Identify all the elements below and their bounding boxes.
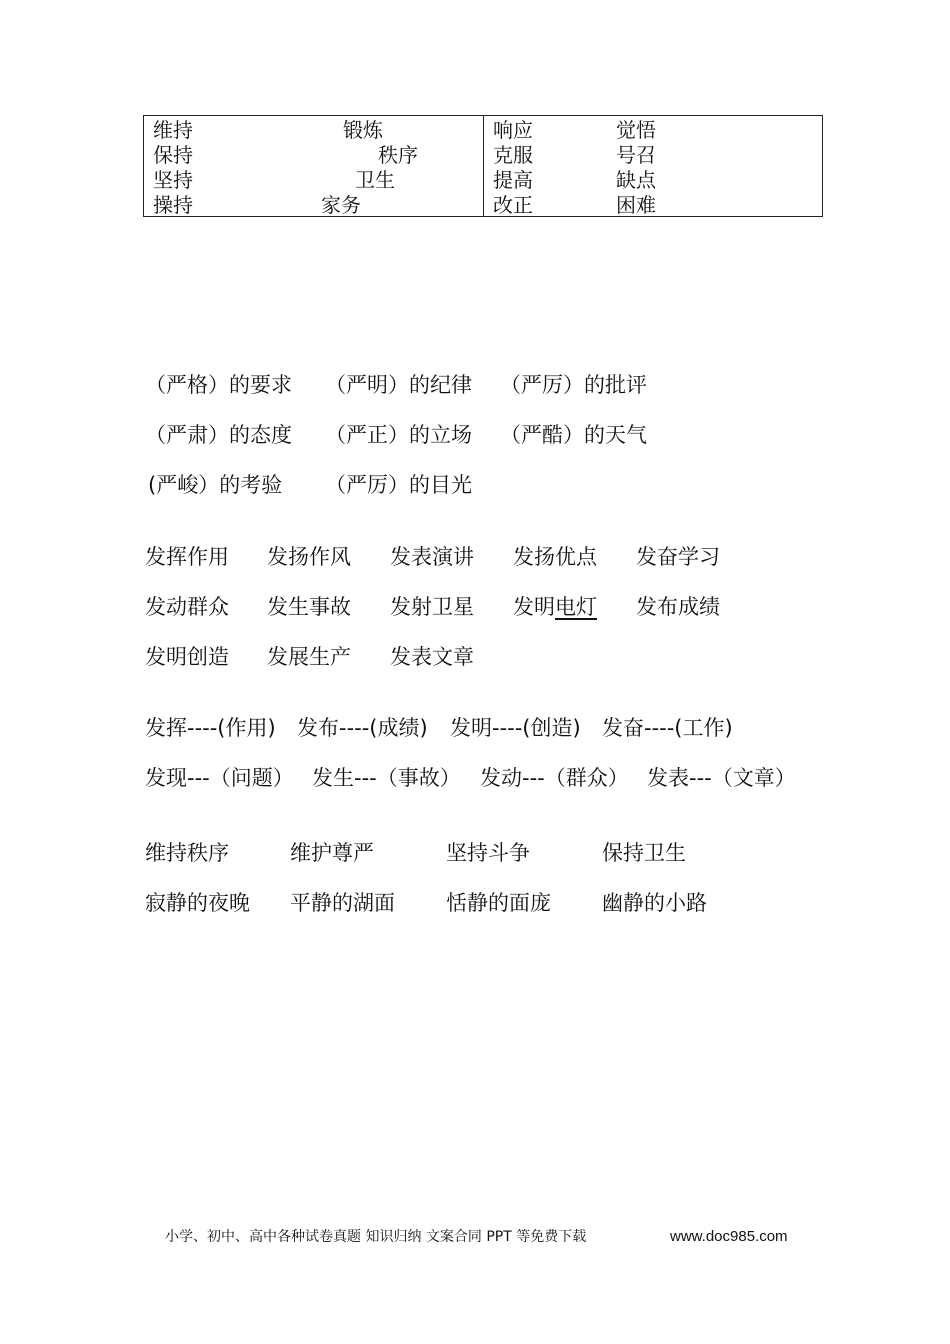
jing-phrase: 坚持斗争	[446, 841, 530, 865]
yan-phrase: （严厉）的目光	[325, 473, 472, 497]
fa-phrase: 发展生产	[267, 645, 351, 669]
yan-phrase: （严正）的立场	[325, 423, 472, 447]
fa-phrase: 发奋学习	[636, 545, 720, 569]
fa-phrase: 发射卫星	[390, 595, 474, 619]
table-left-match: 家务	[321, 193, 361, 217]
jing-phrase: 维持秩序	[145, 841, 229, 865]
yan-phrase: (严峻）的考验	[148, 473, 283, 497]
table-right-match: 号召	[616, 143, 656, 167]
table-left-word: 保持	[153, 143, 193, 167]
table-right-word: 提高	[493, 168, 533, 192]
yan-phrase: （严肃）的态度	[145, 423, 292, 447]
fa-phrase: 发表文章	[390, 645, 474, 669]
yan-phrase: （严格）的要求	[145, 373, 292, 397]
fa-match: 发现---（问题）	[145, 766, 294, 790]
table-right-match: 觉悟	[616, 118, 656, 142]
fa-phrase: 发生事故	[267, 595, 351, 619]
table-divider	[483, 116, 484, 216]
fa-match: 发奋----(工作)	[602, 716, 733, 740]
table-left-match: 卫生	[355, 168, 395, 192]
yan-phrase: （严明）的纪律	[325, 373, 472, 397]
fa-phrase: 发动群众	[145, 595, 229, 619]
fa-phrase: 发布成绩	[636, 595, 720, 619]
underlined-word: 电灯	[555, 595, 597, 619]
fa-match: 发动---（群众）	[480, 766, 629, 790]
table-right-word: 克服	[493, 143, 533, 167]
fa-phrase: 发挥作用	[145, 545, 229, 569]
fa-match: 发表---（文章）	[647, 766, 796, 790]
fa-phrase-with-underline	[513, 592, 597, 622]
jing-phrase: 幽静的小路	[602, 891, 707, 915]
fa-match: 发布----(成绩)	[297, 716, 428, 740]
jing-phrase: 维护尊严	[290, 841, 374, 865]
yan-phrase: （严酷）的天气	[500, 423, 647, 447]
jing-phrase: 保持卫生	[602, 841, 686, 865]
table-right-match: 困难	[616, 193, 656, 217]
table-left-word: 操持	[153, 193, 193, 217]
table-left-word: 坚持	[153, 168, 193, 192]
table-left-word: 维持	[153, 118, 193, 142]
word-matching-table	[143, 115, 823, 217]
table-right-match: 缺点	[616, 168, 656, 192]
yan-phrase: （严厉）的批评	[500, 373, 647, 397]
fa-phrase: 发扬作风	[267, 545, 351, 569]
jing-phrase: 寂静的夜晚	[145, 891, 250, 915]
fa-phrase: 发表演讲	[390, 545, 474, 569]
fa-match: 发挥----(作用)	[145, 716, 276, 740]
table-right-word: 改正	[493, 193, 533, 217]
jing-phrase: 恬静的面庞	[446, 891, 551, 915]
page-footer	[0, 1226, 950, 1248]
fa-phrase-verb: 发明	[513, 595, 555, 619]
footer-text: 小学、初中、高中各种试卷真题 知识归纳 文案合同 PPT 等免费下载	[165, 1229, 587, 1245]
fa-match: 发生---（事故）	[312, 766, 461, 790]
fa-match: 发明----(创造)	[450, 716, 581, 740]
table-left-match: 秩序	[378, 143, 418, 167]
footer-url[interactable]: www.doc985.com	[670, 1228, 788, 1245]
table-right-word: 响应	[493, 118, 533, 142]
table-left-match: 锻炼	[343, 118, 383, 142]
fa-phrase: 发扬优点	[513, 545, 597, 569]
jing-phrase: 平静的湖面	[290, 891, 395, 915]
fa-phrase: 发明创造	[145, 645, 229, 669]
